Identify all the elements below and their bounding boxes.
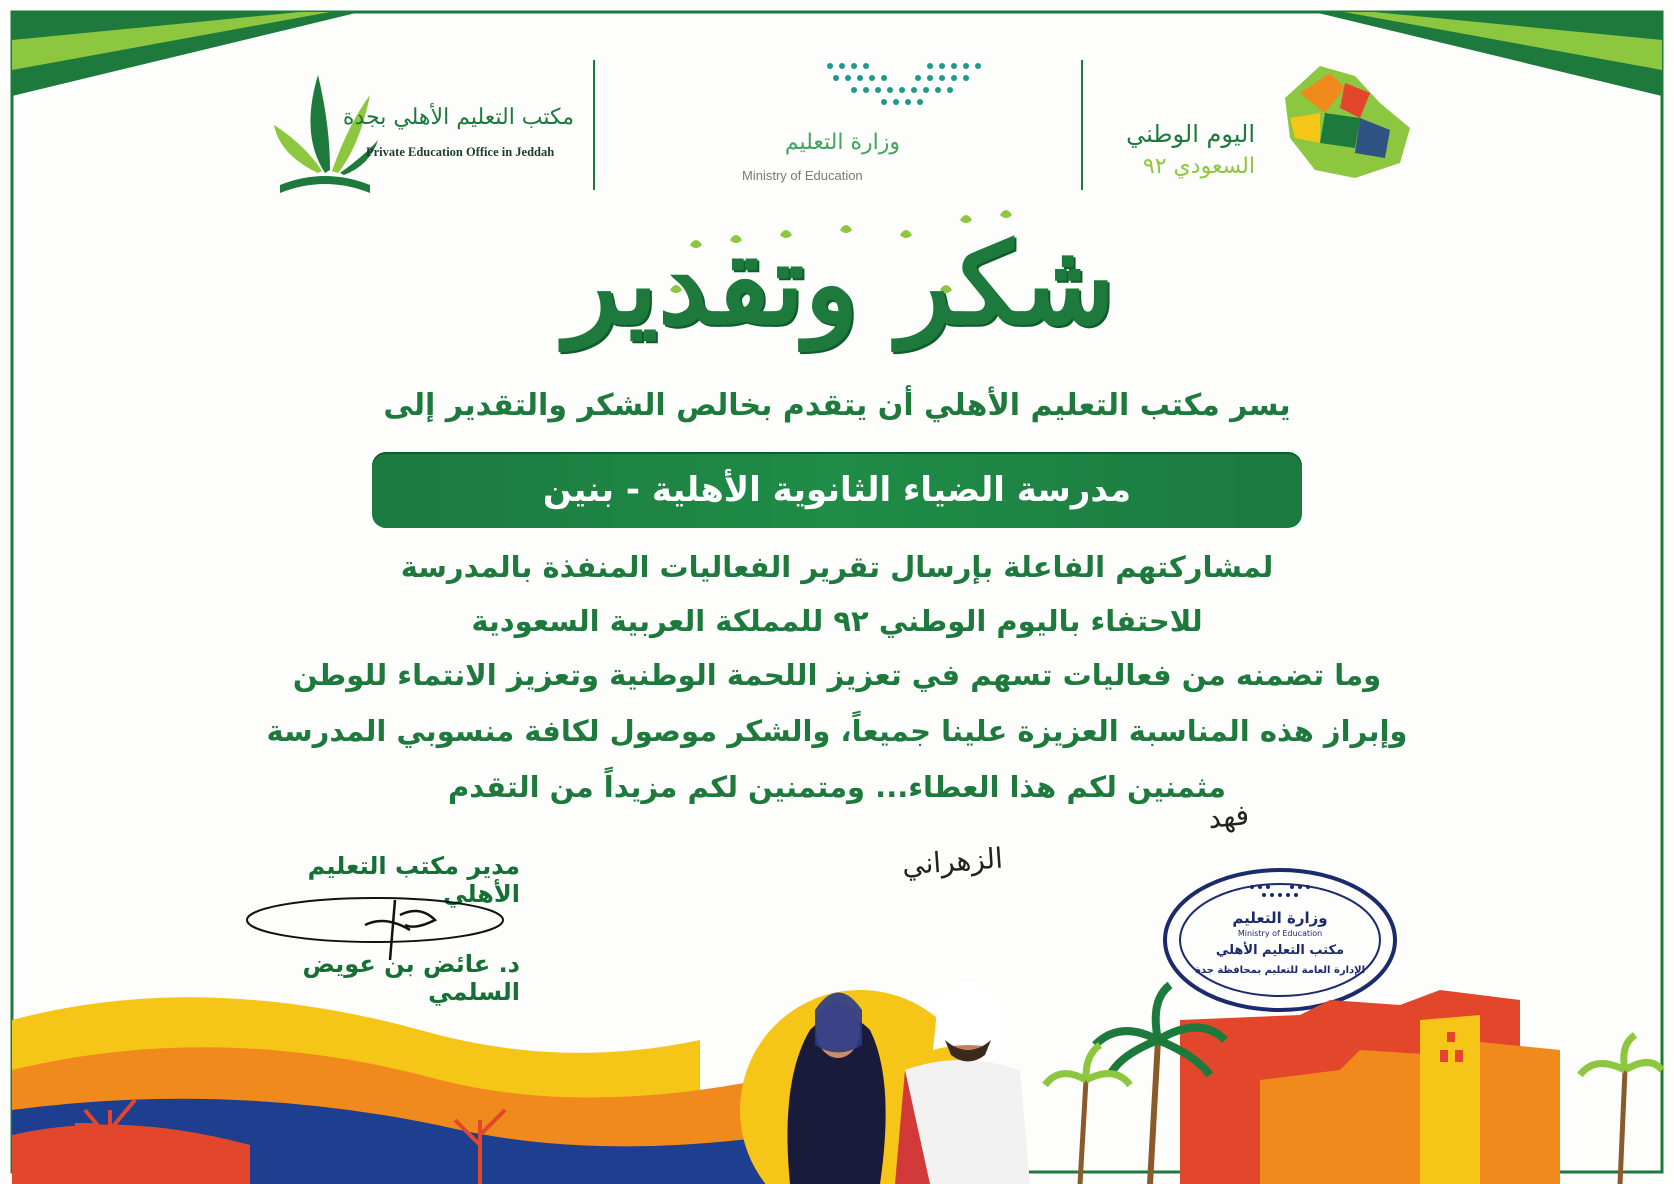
private-office-name-ar: مكتب التعليم الأهلي بجدة	[342, 105, 574, 130]
stamp-ring-text: الإدارة العامة للتعليم بمحافظة جدة	[1194, 965, 1366, 976]
stamp-office: مكتب التعليم الأهلي	[1215, 943, 1345, 958]
signatory-name: د. عائض بن عويض السلمي	[302, 950, 520, 1006]
private-office-logo	[270, 55, 580, 205]
title-calligraphy	[540, 195, 1140, 365]
stamp-ministry-en: Ministry of Education	[1237, 929, 1323, 938]
intro-text: يسر مكتب التعليم الأهلي أن يتقدم بخالص الشكر والتقدير إلى	[383, 388, 1291, 423]
private-office-name-en: Private Education Office in Jeddah	[366, 145, 555, 159]
ministry-dots-icon	[820, 58, 990, 113]
body-line-1: لمشاركتهم الفاعلة بإرسال تقرير الفعاليات المنفذة بالمدرسة	[400, 550, 1274, 584]
ministry-name-ar: وزارة التعليم	[784, 130, 900, 155]
ministry-name-en: Ministry of Education	[742, 168, 863, 183]
national-day-line2: السعودي ٩٢	[1142, 154, 1255, 179]
handwritten-note-fahd: فهد	[1206, 797, 1251, 836]
ministry-logo	[730, 58, 970, 198]
handwritten-note-zahrani: الزهراني	[900, 841, 1004, 882]
body-line-3: وما تضمنه من فعاليات تسهم في تعزيز اللحمة الوطنية وتعزيز الانتماء للوطن	[292, 658, 1382, 692]
bottom-illustration	[0, 960, 1674, 1184]
page-title: شكر وتقدير	[564, 219, 1116, 350]
book-leaf-icon	[270, 55, 380, 205]
body-line-5: مثمنين لكم هذا العطاء... ومتمنين لكم مزيداً من التقدم	[448, 770, 1226, 804]
body-line-4: وإبراز هذه المناسبة العزيزة علينا جميعاً، والشكر موصول لكافة منسوبي المدرسة	[266, 714, 1408, 748]
recipient-name: مدرسة الضياء الثانوية الأهلية - بنين	[542, 470, 1132, 510]
recipient-banner	[372, 452, 1302, 528]
stamp-ministry: وزارة التعليم	[1232, 909, 1328, 927]
saudi-map-emblem-icon	[1260, 58, 1420, 183]
national-day-logo	[1095, 58, 1425, 198]
national-day-line1: اليوم الوطني	[1126, 120, 1255, 148]
body-line-2: للاحتفاء باليوم الوطني ٩٢ للمملكة العربية السعودية	[471, 604, 1203, 638]
signatory-role: مدير مكتب التعليم الأهلي	[307, 852, 520, 908]
